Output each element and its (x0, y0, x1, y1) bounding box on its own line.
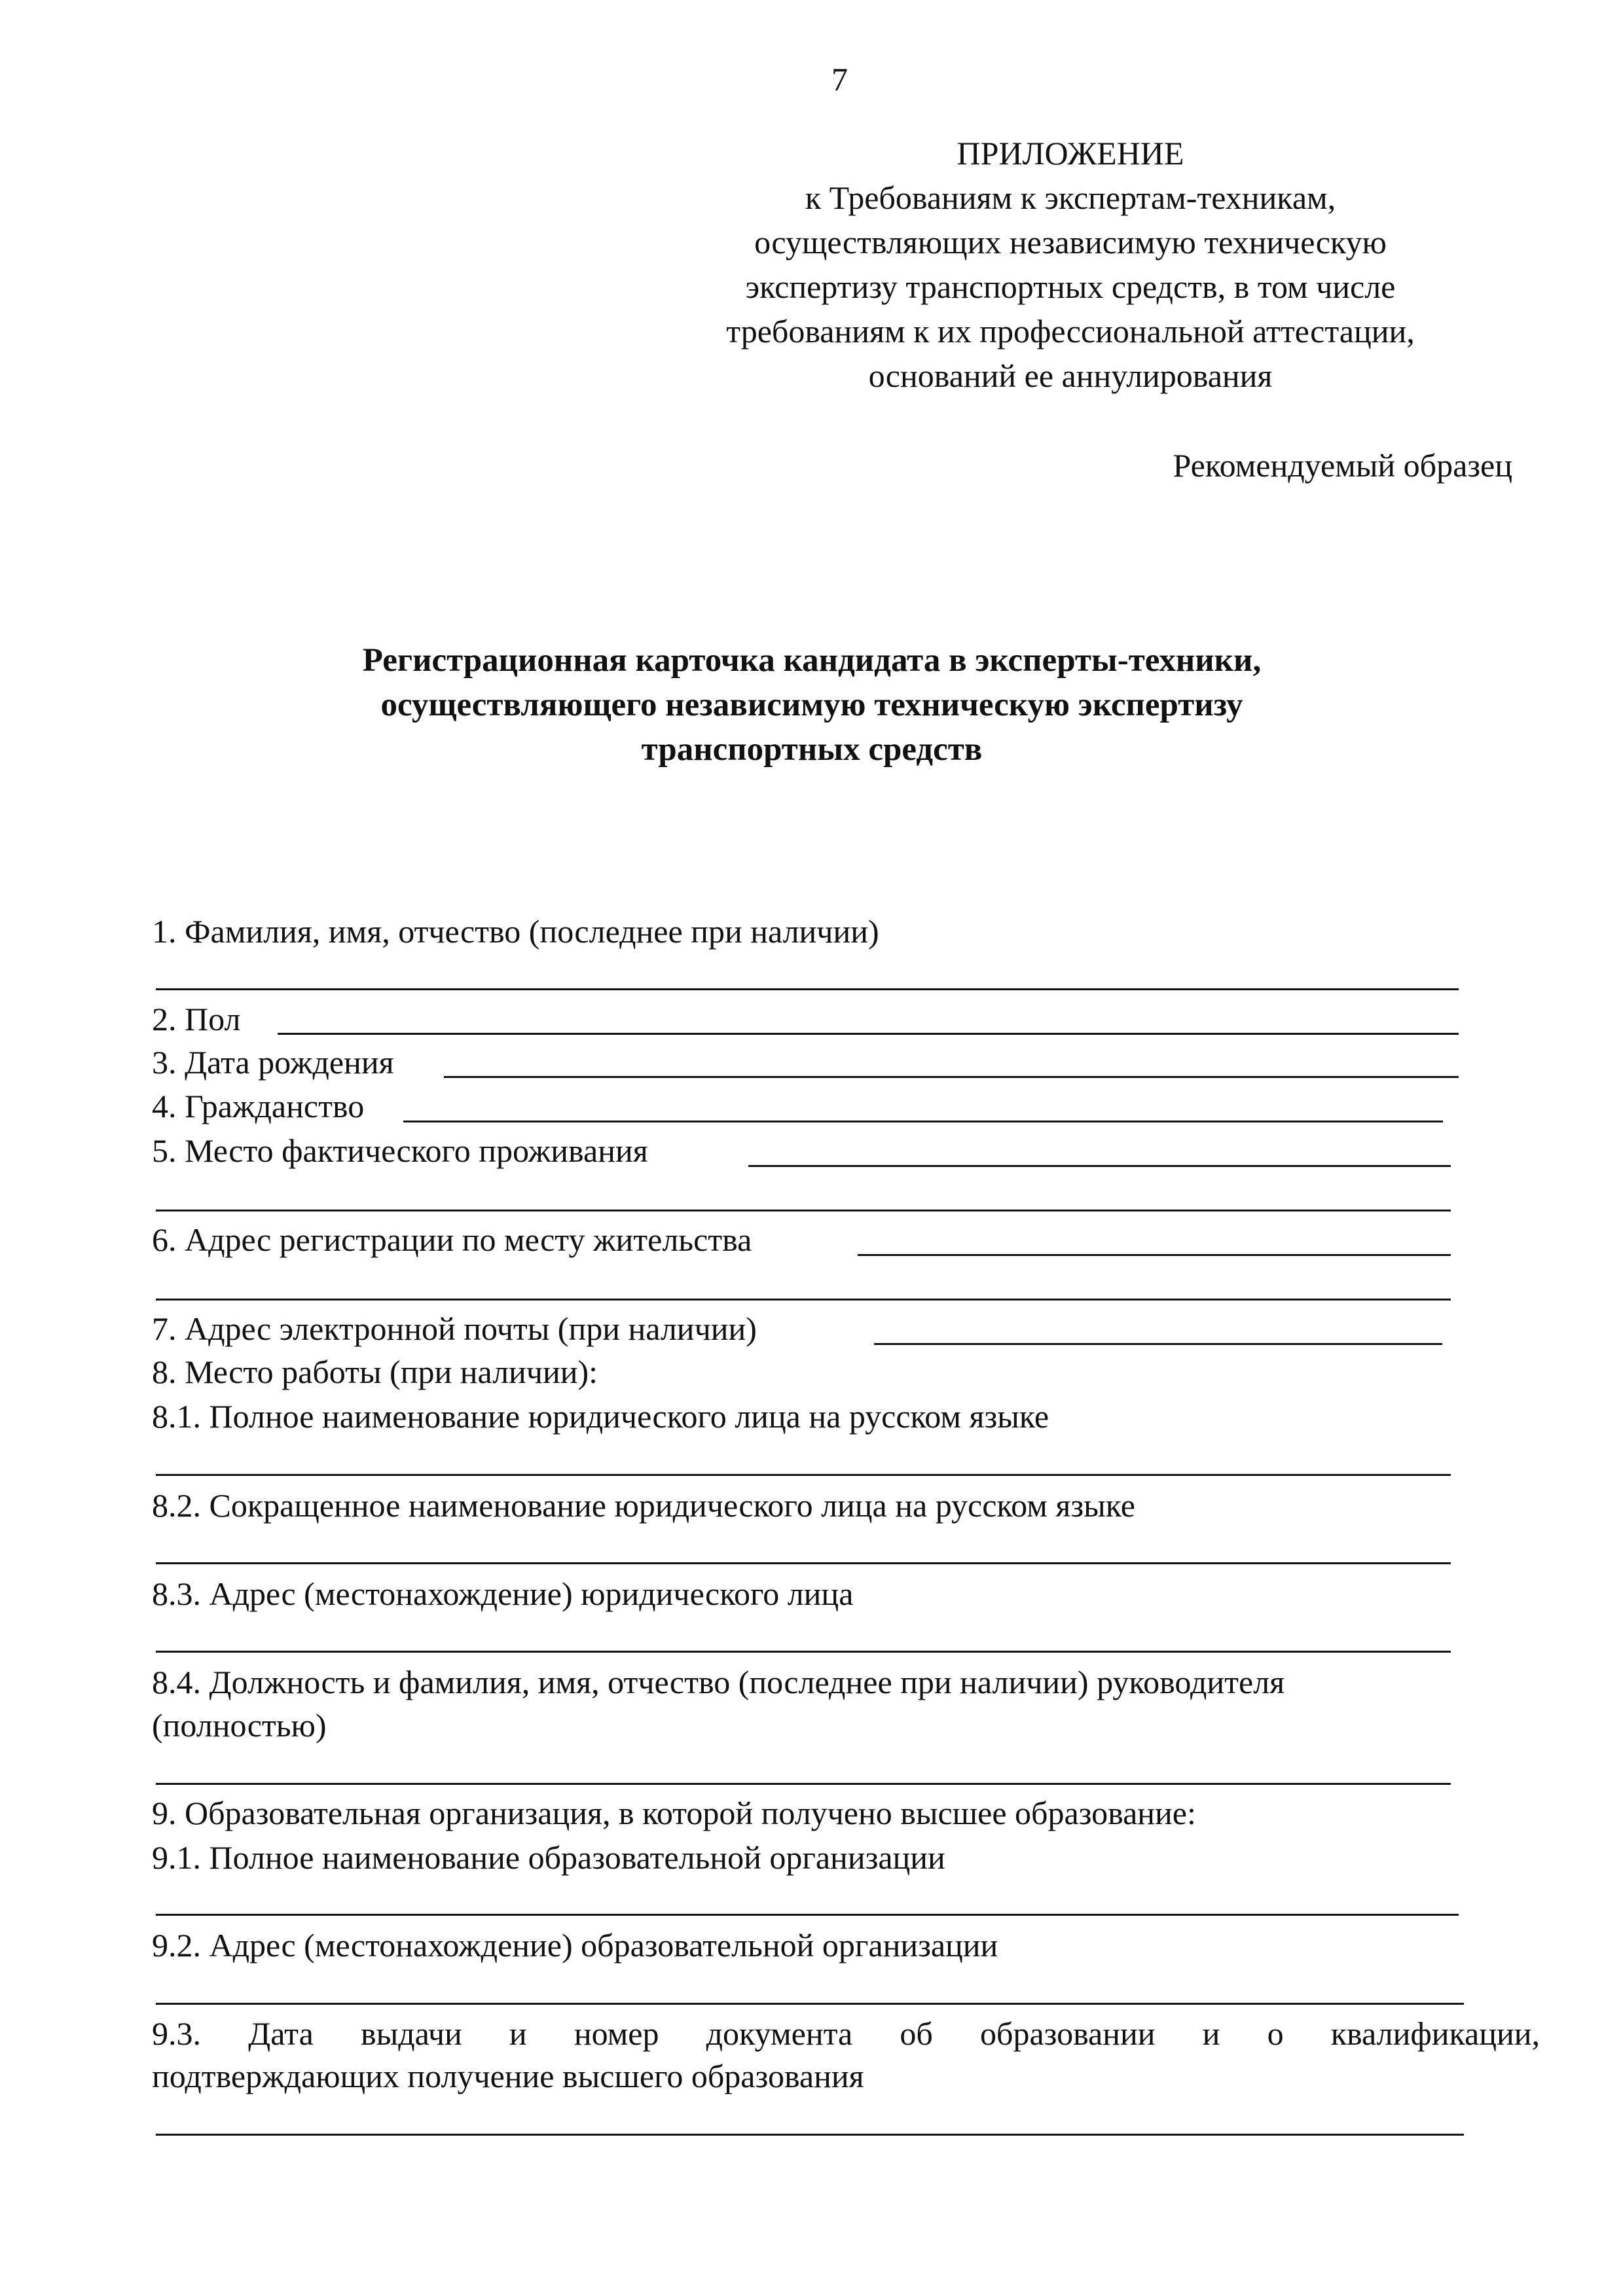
page-number: 7 (831, 61, 848, 98)
fill-line-actual-residence-2[interactable] (156, 1210, 1451, 1211)
field-label-education-org: 9. Образовательная организация, в которой получено высшее образование: (152, 1795, 1196, 1831)
form-title-line: осуществляющего независимую техническую экспертизу (380, 687, 1243, 723)
field-label-diploma-cont: подтверждающих получение высшего образования (152, 2058, 864, 2094)
field-label-citizenship: 4. Гражданство (152, 1088, 365, 1124)
fill-line-education-org-address[interactable] (156, 2003, 1464, 2005)
field-label-education-org-address: 9.2. Адрес (местонахождение) образовательной организации (152, 1927, 998, 1964)
field-label-registration-address: 6. Адрес регистрации по месту жительства (152, 1221, 752, 1258)
field-label-legal-entity-address: 8.3. Адрес (местонахождение) юридического лица (152, 1575, 854, 1612)
fill-line-full-name[interactable] (156, 988, 1459, 990)
fill-line-registration-address-2[interactable] (156, 1299, 1451, 1300)
field-label-diploma: 9.3. Дата выдачи и номер документа об образовании и о квалификации, (152, 2015, 1540, 2052)
field-label-legal-entity-short-name: 8.2. Сокращенное наименование юридического лица на русском языке (152, 1487, 1135, 1524)
field-label-workplace: 8. Место работы (при наличии): (152, 1354, 598, 1390)
field-label-actual-residence: 5. Место фактического проживания (152, 1132, 648, 1169)
fill-line-legal-entity-short-name[interactable] (156, 1562, 1451, 1564)
fill-line-citizenship[interactable] (403, 1121, 1443, 1122)
form-title-line: Регистрационная карточка кандидата в эксперты-техники, (362, 642, 1262, 679)
form-title-line: транспортных средств (641, 731, 983, 768)
appendix-line: осуществляющих независимую техническую (754, 224, 1387, 260)
field-label-sex: 2. Пол (152, 1001, 241, 1037)
field-label-email: 7. Адрес электронной почты (при наличии) (152, 1310, 757, 1347)
field-label-full-name: 1. Фамилия, имя, отчество (последнее при наличии) (152, 913, 879, 950)
appendix-heading: ПРИЛОЖЕНИЕ (957, 135, 1184, 171)
field-label-birth-date: 3. Дата рождения (152, 1044, 394, 1081)
fill-line-actual-residence[interactable] (748, 1165, 1451, 1167)
field-label-education-org-full-name: 9.1. Полное наименование образовательной организации (152, 1839, 945, 1876)
fill-line-registration-address[interactable] (858, 1254, 1451, 1256)
field-label-head-of-entity-cont: (полностью) (152, 1707, 327, 1744)
appendix-line: к Требованиям к экспертам-техникам, (805, 179, 1336, 216)
fill-line-legal-entity-address[interactable] (156, 1651, 1451, 1653)
appendix-line: экспертизу транспортных средств, в том числе (745, 268, 1396, 305)
fill-line-email[interactable] (874, 1343, 1442, 1345)
appendix-line: оснований ее аннулирования (868, 357, 1273, 394)
fill-line-diploma[interactable] (156, 2134, 1464, 2136)
fill-line-birth-date[interactable] (444, 1076, 1459, 1078)
sample-label: Рекомендуемый образец (1173, 447, 1512, 484)
fill-line-head-of-entity[interactable] (156, 1783, 1451, 1785)
field-label-head-of-entity: 8.4. Должность и фамилия, имя, отчество (последнее при наличии) руководителя (152, 1664, 1285, 1700)
field-label-legal-entity-full-name: 8.1. Полное наименование юридического лица на русском языке (152, 1398, 1049, 1435)
appendix-header (629, 131, 1512, 398)
fill-line-sex[interactable] (278, 1033, 1459, 1035)
form-title (157, 638, 1467, 772)
appendix-line: требованиям к их профессиональной аттестации, (726, 313, 1415, 350)
fill-line-legal-entity-full-name[interactable] (156, 1474, 1451, 1476)
fill-line-education-org-full-name[interactable] (156, 1914, 1459, 1916)
